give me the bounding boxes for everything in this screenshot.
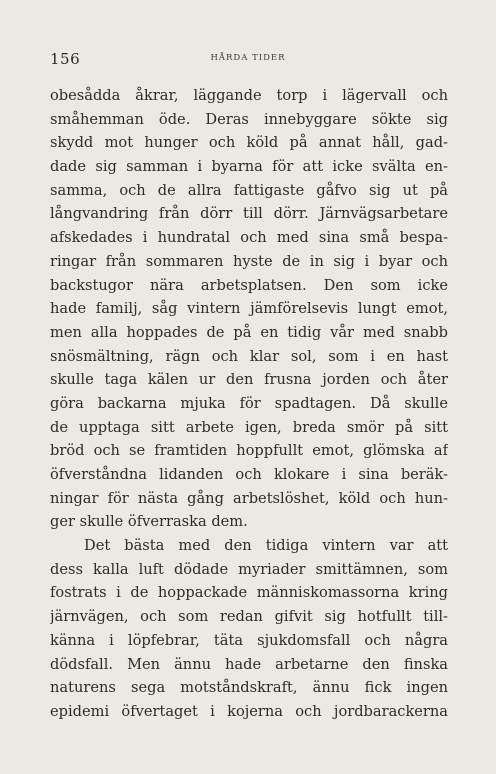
text-line: afskedades i hundratal och med sina små bespa- [50, 229, 448, 247]
text-line: järnvägen, och som redan gifvit sig hotfullt till- [50, 608, 448, 626]
running-head [50, 50, 446, 70]
text-line: samma, och de allra fattigaste gåfvo sig ut på [50, 181, 448, 199]
text-line: göra backarna mjuka för spadtagen. Då skulle [50, 394, 448, 412]
text-line: ningar för nästa gång arbetslöshet, köld och hun- [50, 489, 448, 507]
page-number: 156 [50, 50, 81, 68]
text-line: backstugor nära arbetsplatsen. Den som icke [50, 276, 448, 294]
text-line: ringar från sommaren hyste de in sig i byar och [50, 252, 448, 270]
text-line: naturens sega motståndskraft, ännu fick ingen [50, 679, 448, 697]
text-line: dess kalla luft dödade myriader smittämnen, som [50, 560, 448, 578]
text-line: långvandring från dörr till dörr. Järnvägsarbetare [50, 205, 448, 223]
text-line-paragraph-end: ger skulle öfverraska dem. [50, 513, 248, 531]
text-line: dödsfall. Men ännu hade arbetarne den finska [50, 655, 448, 673]
text-line: skulle taga kälen ur den frusna jorden och åter [50, 371, 448, 389]
text-line: öfverståndna lidanden och klokare i sina beräk- [50, 466, 448, 483]
text-line: dade sig samman i byarna för att icke svälta en- [50, 158, 448, 176]
text-line: bröd och se framtiden hoppfullt emot, glömska af [50, 442, 448, 460]
running-title: HÅRDA TIDER [210, 53, 286, 63]
text-line: epidemi öfvertaget i kojerna och jordbarackerna [50, 702, 448, 720]
body-text [50, 84, 448, 724]
text-line: småhemman öde. Deras innebyggare sökte sig [50, 110, 448, 128]
text-line: fostrats i de hoppackade människomassorna kring [50, 584, 448, 602]
text-line: skydd mot hunger och köld på annat håll, gad- [50, 134, 448, 152]
text-line: snösmältning, rägn och klar sol, som i en hast [50, 347, 448, 365]
text-line: de upptaga sitt arbete igen, breda smör på sitt [50, 418, 448, 436]
text-line: hade familj, såg vintern jämförelsevis lungt emot, [50, 300, 448, 318]
text-line: känna i löpfebrar, täta sjukdomsfall och några [50, 631, 448, 649]
text-line: men alla hoppades de på en tidig vår med snabb [50, 323, 448, 341]
text-line: obesådda åkrar, läggande torp i lägervall och [50, 87, 448, 104]
text-line-paragraph-start: Det bästa med den tidiga vintern var att [84, 537, 448, 555]
